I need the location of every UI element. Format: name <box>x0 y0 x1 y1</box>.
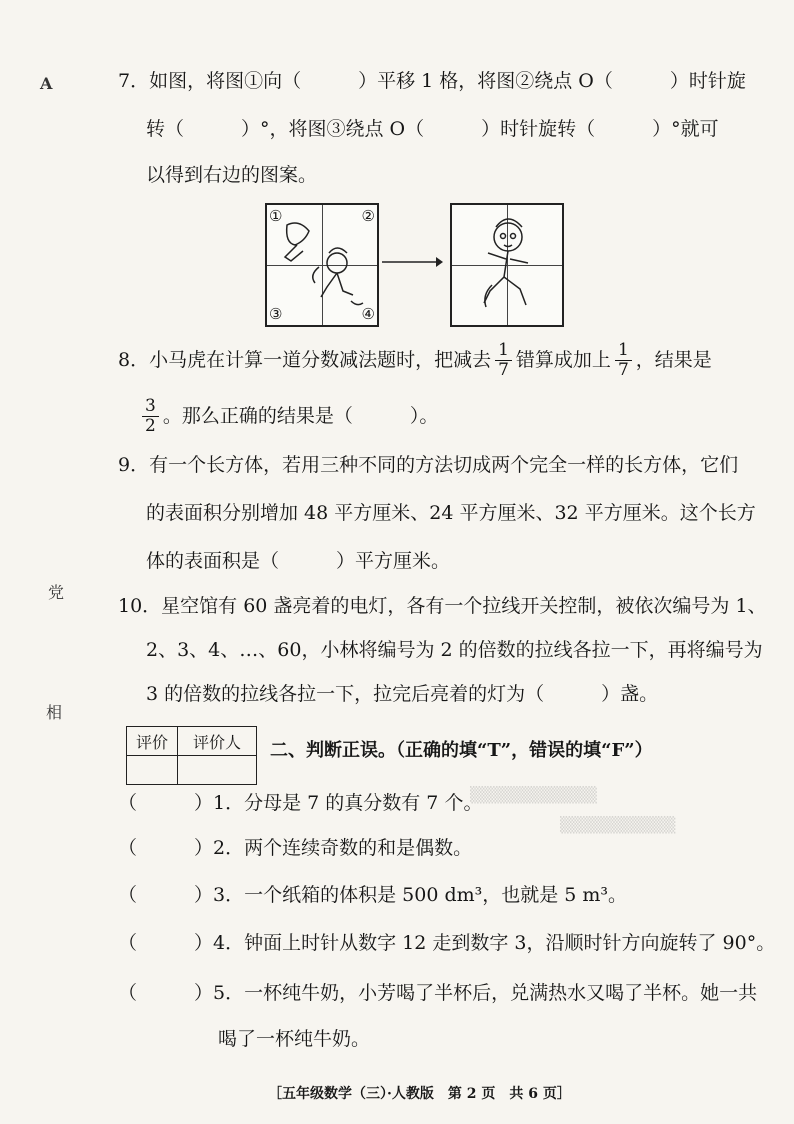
eval-grader-cell[interactable] <box>178 756 257 785</box>
eval-score-cell[interactable] <box>127 756 178 785</box>
fraction-one-seventh-b: $\frac{1}{7}$ <box>615 341 632 379</box>
eval-col-grader: 评价人 <box>178 727 257 756</box>
q7-line3: 以得到右边的图案。 <box>146 164 318 186</box>
answer-paren-2[interactable]: （ ） <box>118 837 214 859</box>
q10-line3: 3 的倍数的拉线各拉一下，拉完后亮着的灯为（ ）盏。 <box>146 683 659 705</box>
q8-tail: ，结果是 <box>635 348 712 371</box>
answer-paren-4[interactable]: （ ） <box>118 932 214 954</box>
answer-paren-1[interactable]: （ ） <box>118 792 214 814</box>
q8-line2 <box>142 396 438 436</box>
margin-mid-char: 相 <box>46 703 63 722</box>
fraction-three-halves: $\frac{3}{2}$ <box>142 397 159 435</box>
judge-text-5: 5．一杯纯牛奶，小芳喝了半杯后，兑满热水又喝了半杯。她一共 <box>213 982 758 1004</box>
q9-line1: 9．有一个长方体，若用三种不同的方法切成两个完全一样的长方体，它们 <box>118 454 739 476</box>
q8-lead: 8．小马虎在计算一道分数减法题时，把减去 <box>118 348 492 371</box>
fraction-one-seventh-a: $\frac{1}{7}$ <box>495 341 512 379</box>
judge-row-4 <box>118 934 775 953</box>
q9-line3: 体的表面积是（ ）平方厘米。 <box>146 550 451 572</box>
label-1: ① <box>269 207 283 225</box>
monkey-complete-image <box>452 205 562 325</box>
arrow-right-icon <box>380 254 444 270</box>
label-3: ③ <box>269 305 283 323</box>
judge-text-2: 2．两个连续奇数的和是偶数。 <box>213 837 473 859</box>
margin-seal-char: 党 <box>48 583 65 602</box>
eval-col-score: 评价 <box>127 727 178 756</box>
q7-line1: 7．如图，将图①向（ ）平移 1 格，将图②绕点 O（ ）时针旋 <box>118 70 746 92</box>
q8-line1 <box>118 340 712 380</box>
q8-line2-text: 。那么正确的结果是（ ）。 <box>162 404 439 427</box>
bleed-through-text: ▒▒▒▒▒▒▒▒▒▒▒ <box>470 786 597 804</box>
q10-line1: 10．星空馆有 60 盏亮着的电灯，各有一个拉线开关控制，被依次编号为 1、 <box>118 595 767 617</box>
q7-line2: 转（ ）°，将图③绕点 O（ ）时针旋转（ ）°就可 <box>146 118 719 140</box>
section2-title: 二、判断正误。（正确的填“T”，错误的填“F”） <box>270 740 653 761</box>
figure-right-grid <box>450 203 564 327</box>
label-2: ② <box>361 207 375 225</box>
judge-row-1 <box>118 794 482 813</box>
q10-line2: 2、3、4、…、60，小林将编号为 2 的倍数的拉线各拉一下，再将编号为 <box>146 639 763 661</box>
figure-left-grid <box>265 203 379 327</box>
judge-row-5-cont: 喝了一杯纯牛奶。 <box>218 1028 371 1050</box>
margin-letter: A <box>40 74 53 93</box>
page-footer: ［五年级数学（三）·人教版 第 2 页 共 6 页］ <box>268 1086 571 1102</box>
q9-line2: 的表面积分别增加 48 平方厘米、24 平方厘米、32 平方厘米。这个长方 <box>146 502 756 524</box>
judge-text-4: 4．钟面上时针从数字 12 走到数字 3，沿顺时针方向旋转了 90°。 <box>213 932 776 954</box>
label-4: ④ <box>361 305 375 323</box>
bleed-through-text-2: ▒▒▒▒▒▒▒▒▒▒ <box>560 816 676 834</box>
evaluation-table <box>126 726 257 785</box>
monkey-pieces-image <box>267 205 377 325</box>
judge-text-1: 1．分母是 7 的真分数有 7 个。 <box>213 792 483 814</box>
judge-text-3: 3．一个纸箱的体积是 500 dm³，也就是 5 m³。 <box>213 884 628 906</box>
judge-row-3 <box>118 886 627 905</box>
judge-row-2 <box>118 839 472 858</box>
q8-mid: 错算成加上 <box>515 348 611 371</box>
answer-paren-5[interactable]: （ ） <box>118 982 214 1004</box>
answer-paren-3[interactable]: （ ） <box>118 884 214 906</box>
judge-row-5 <box>118 984 757 1003</box>
